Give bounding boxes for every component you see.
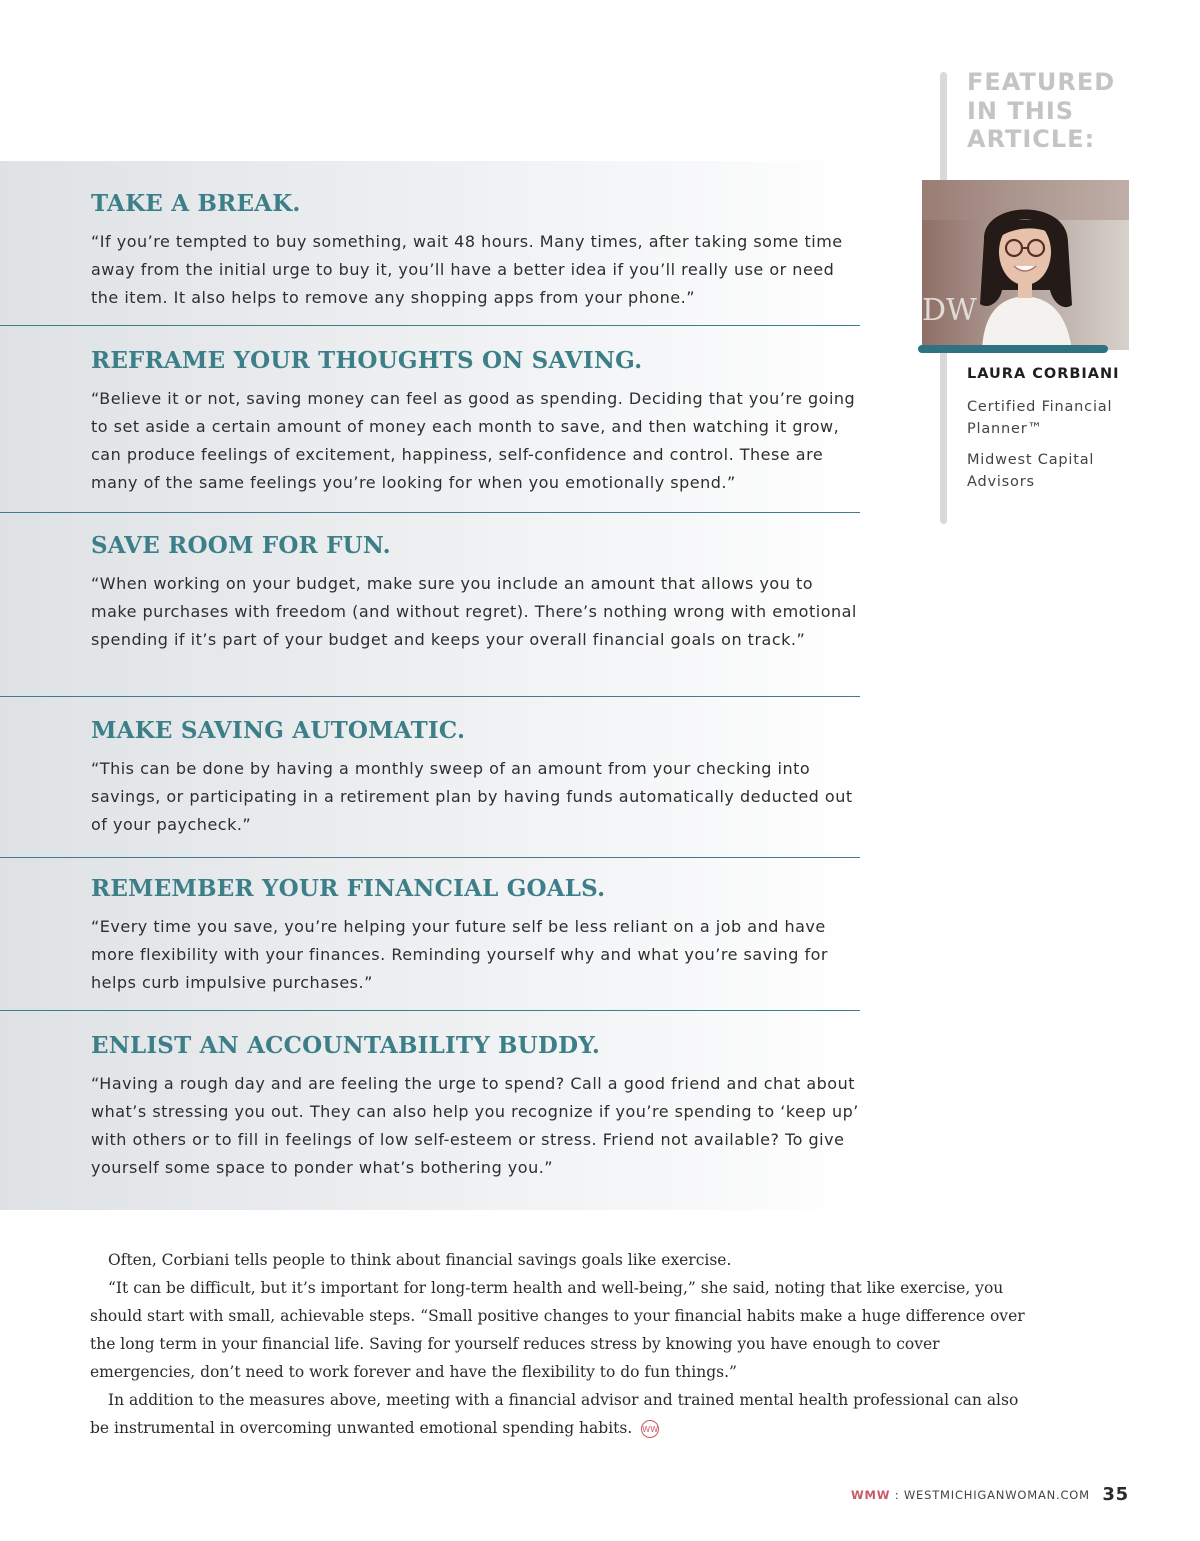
page-number: 35	[1102, 1484, 1129, 1505]
tip-body: “This can be done by having a monthly sweep of an amount from your checking into savings, or participating in a retirement plan by having funds automatically deducted out of your paycheck.”	[91, 759, 853, 834]
tip-body: “If you’re tempted to buy something, wait 48 hours. Many times, after taking some time away from the initial urge to buy it, you’ll have a better idea if you’ll really use or need the item. It also helps to remove any shopping apps from your phone.”	[91, 232, 843, 307]
tip-body: “Believe it or not, saving money can feel as good as spending. Deciding that you’re going to set aside a certain amount of money each month to save, and then watching it grow, can produce feelings of excitement, happiness, self-confidence and control. These are many of the same feelings you’re looking for when you emotionally spend.”	[91, 389, 856, 492]
tip-title: REFRAME YOUR THOUGHTS ON SAVING.	[91, 347, 643, 374]
article-paragraph: “It can be difficult, but it’s important for long-term health and well-being,” she said, noting that like exercise, you should start with small, achievable steps. “Small positive changes to your financial habits make a huge difference over the long term in your financial life. Saving for yourself reduces stress by knowing you have enough to cover emergencies, don’t need to work forever and have the flexibility to do fun things.”	[90, 1279, 1025, 1381]
tip-divider	[0, 696, 860, 697]
footer-site: WESTMICHIGANWOMAN.COM	[903, 1488, 1090, 1502]
tip-divider	[0, 857, 860, 858]
tip-title: ENLIST AN ACCOUNTABILITY BUDDY.	[91, 1032, 601, 1059]
tip-title: SAVE ROOM FOR FUN.	[91, 532, 391, 559]
featured-heading: FEATURED IN THIS ARTICLE:	[967, 68, 1116, 153]
tip-divider	[0, 325, 860, 326]
tip-body: “When working on your budget, make sure you include an amount that allows you to make purchases with freedom (and without regret). There’s nothing wrong with emotional spending if it’s part of your budget and keeps your overall financial goals on track.”	[91, 574, 857, 649]
footer-brand: WMW	[851, 1488, 891, 1502]
photo-accent-bar	[918, 345, 1108, 353]
end-mark-icon: WW	[641, 1420, 659, 1438]
article-paragraph: Often, Corbiani tells people to think about financial savings goals like exercise.	[108, 1251, 732, 1269]
tip-divider	[0, 1010, 860, 1011]
article-paragraph	[90, 1386, 1030, 1442]
person-role: Certified Financial Planner™	[967, 399, 1113, 437]
tip-body: “Every time you save, you’re helping your future self be less reliant on a job and have more flexibility with your finances. Reminding yourself why and what you’re saving for helps curb impulsive purchases.”	[91, 917, 828, 992]
tip-title: TAKE A BREAK.	[91, 190, 301, 217]
footer-separator: :	[894, 1488, 900, 1502]
article-body	[90, 1246, 1030, 1442]
portrait-photo	[922, 180, 1129, 350]
backdrop-text: DW	[922, 293, 977, 328]
article-paragraph-text: In addition to the measures above, meeting with a financial advisor and trained mental health professional can also be instrumental in overcoming unwanted emotional spending habits.	[90, 1391, 1019, 1437]
tip-title: REMEMBER YOUR FINANCIAL GOALS.	[91, 875, 606, 902]
person-organization: Midwest Capital Advisors	[967, 452, 1095, 490]
tip-title: MAKE SAVING AUTOMATIC.	[91, 717, 466, 744]
tip-body: “Having a rough day and are feeling the urge to spend? Call a good friend and chat about what’s stressing you out. They can also help you recognize if you’re spending to ‘keep up’ with others or to fill in feelings of low self-esteem or stress. Friend not available? To give yourself some space to ponder what’s bothering you.”	[91, 1074, 859, 1177]
page-footer	[851, 1484, 1129, 1505]
person-name: LAURA CORBIANI	[967, 366, 1120, 382]
tip-divider	[0, 512, 860, 513]
